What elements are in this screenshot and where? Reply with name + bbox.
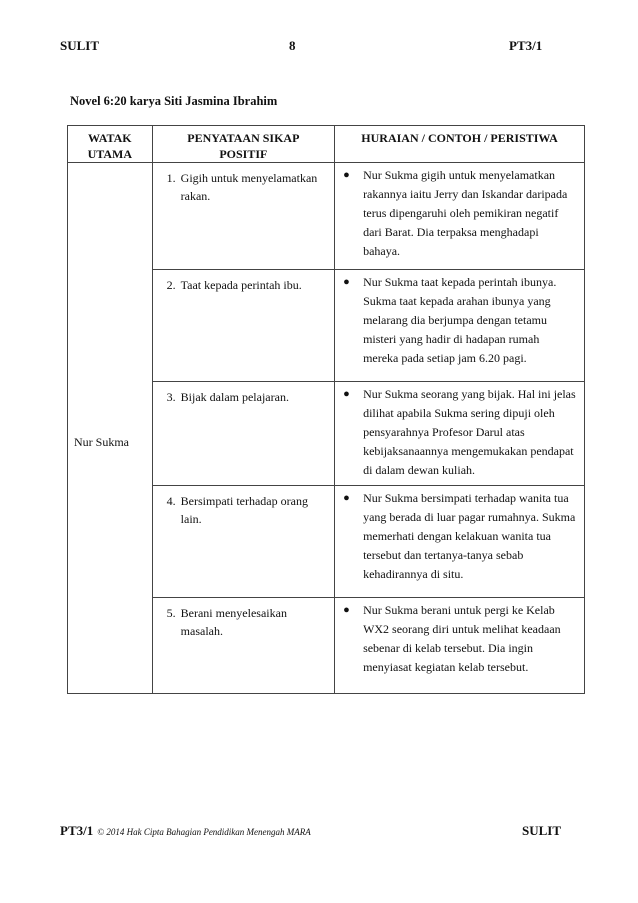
sikap-cell xyxy=(152,486,334,598)
bullet-icon: ● xyxy=(343,492,350,504)
header-right: PT3/1 xyxy=(509,38,543,53)
page-number: 8 xyxy=(289,38,296,53)
item-number: 5. xyxy=(166,606,176,620)
item-number: 3. xyxy=(166,390,176,404)
huraian-text: Nur Sukma seorang yang bijak. Hal ini jelas dilihat apabila Sukma sering dipuji oleh pensyarahnya Profesor Darul atas kebijaksanaannya mengemukakan pendapat di dalam dewan kuliah. xyxy=(363,387,576,477)
bullet-icon: ● xyxy=(343,276,350,288)
table-header-row xyxy=(68,126,585,163)
sikap-text: Gigih untuk menyelamatkan rakan. xyxy=(180,171,318,203)
document-title: Novel 6:20 karya Siti Jasmina Ibrahim xyxy=(70,94,278,108)
huraian-text: Nur Sukma berani untuk pergi ke Kelab WX2 seorang diri untuk melihat keadaan sebenar di kelab tersebut. Dia ingin menyiasat kegiatan kelab tersebut. xyxy=(363,603,561,674)
item-number: 4. xyxy=(166,494,176,508)
bullet-icon: ● xyxy=(343,388,350,400)
footer-code: PT3/1 xyxy=(60,823,94,838)
huraian-cell xyxy=(335,382,585,486)
header-sikap: PENYATAAN SIKAP POSITIF xyxy=(152,126,334,163)
footer-left xyxy=(60,823,311,839)
huraian-cell xyxy=(335,270,585,382)
item-number: 2. xyxy=(166,278,176,292)
item-number: 1. xyxy=(166,171,176,185)
attitude-table xyxy=(67,125,585,694)
sikap-text: Taat kepada perintah ibu. xyxy=(180,278,302,292)
table-row xyxy=(68,163,585,270)
huraian-text: Nur Sukma gigih untuk menyelamatkan rakannya iaitu Jerry dan Iskandar daripada terus dipengaruhi oleh pemikiran negatif dari Barat. Dia terpaksa menghadapi bahaya. xyxy=(363,168,568,258)
sikap-cell xyxy=(152,270,334,382)
sikap-text: Bersimpati terhadap orang lain. xyxy=(180,494,308,526)
sikap-cell xyxy=(152,163,334,270)
footer-copyright: © 2014 Hak Cipta Bahagian Pendidikan Menengah MARA xyxy=(97,827,311,837)
sikap-text: Bijak dalam pelajaran. xyxy=(180,390,289,404)
huraian-cell xyxy=(335,486,585,598)
huraian-cell xyxy=(335,163,585,270)
watak-name: Nur Sukma xyxy=(74,434,129,449)
sikap-cell xyxy=(152,382,334,486)
huraian-cell xyxy=(335,598,585,694)
huraian-text: Nur Sukma bersimpati terhadap wanita tua yang berada di luar pagar rumahnya. Sukma memerhati dengan kelakuan wanita tua tersebut dan tertanya-tanya sebab kehadirannya di situ. xyxy=(363,491,576,581)
sikap-cell xyxy=(152,598,334,694)
header-watak: WATAK UTAMA xyxy=(68,126,153,163)
huraian-text: Nur Sukma taat kepada perintah ibunya. Sukma taat kepada arahan ibunya yang melarang dia berjumpa dengan tetamu misteri yang hadir di hadapan rumah mereka pada setiap jam 6.20 pagi. xyxy=(363,275,557,365)
sikap-text: Berani menyelesaikan masalah. xyxy=(180,606,287,638)
header-left: SULIT xyxy=(60,38,100,53)
bullet-icon: ● xyxy=(343,604,350,616)
bullet-icon: ● xyxy=(343,169,350,181)
watak-cell xyxy=(68,163,153,694)
header-huraian: HURAIAN / CONTOH / PERISTIWA xyxy=(335,126,585,163)
footer-right: SULIT xyxy=(522,823,562,838)
